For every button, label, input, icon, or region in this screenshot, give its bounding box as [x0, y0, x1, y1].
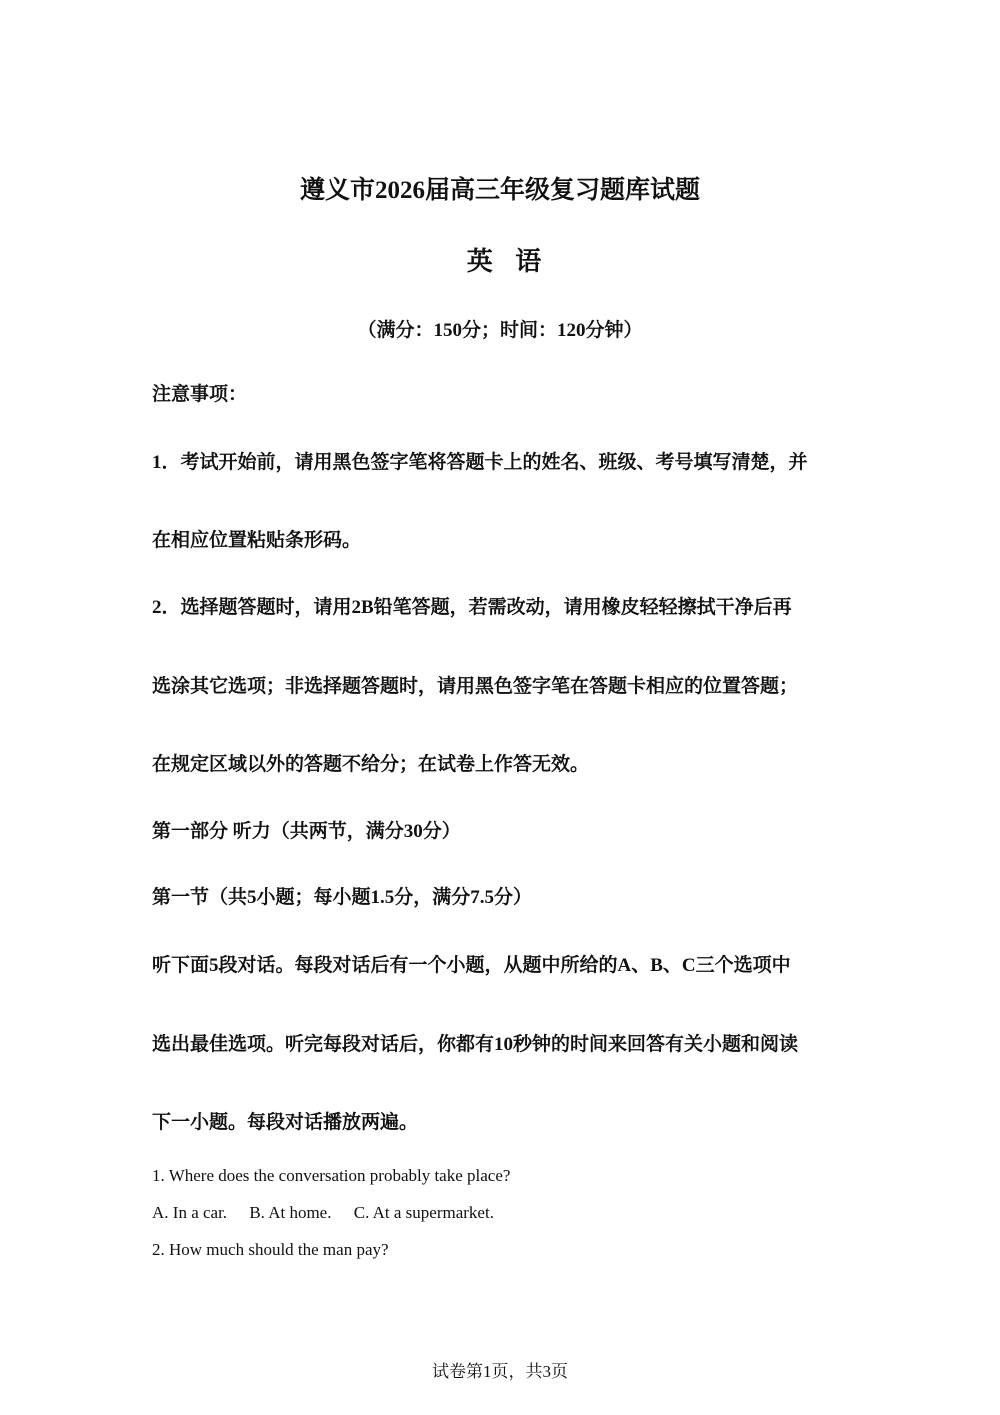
notice-line: 在规定区域以外的答题不给分；在试卷上作答无效。 — [152, 754, 590, 775]
notice-heading: 注意事项： — [152, 384, 248, 405]
part1-heading: 第一部分 听力（共两节，满分30分） — [152, 821, 461, 842]
question-options — [152, 1202, 512, 1224]
notice-line: 选涂其它选项；非选择题答题时，请用黑色签字笔在答题卡相应的位置答题； — [152, 676, 799, 697]
question-stem: 2. How much should the man pay? — [152, 1240, 389, 1259]
instruction-line: 下一小题。每段对话播放两遍。 — [152, 1112, 419, 1133]
notice-line: 1．考试开始前，请用黑色签字笔将答题卡上的姓名、班级、考号填写清楚，并 — [152, 452, 808, 473]
option-c: C. At a supermarket. — [353, 1203, 494, 1222]
page-footer: 试卷第1页，共3页 — [432, 1362, 568, 1381]
question-stem: 1. Where does the conversation probably take place? — [152, 1166, 511, 1185]
subject-title: 英 语 — [466, 247, 550, 276]
exam-title: 遵义市2026届高三年级复习题库试题 — [299, 177, 700, 204]
instruction-line: 听下面5段对话。每段对话后有一个小题，从题中所给的A、B、C三个选项中 — [152, 955, 791, 976]
exam-meta: （满分：150分；时间：120分钟） — [357, 320, 643, 341]
instruction-line: 选出最佳选项。听完每段对话后，你都有10秒钟的时间来回答有关小题和阅读 — [152, 1034, 799, 1055]
option-a: A. In a car. — [152, 1203, 228, 1222]
notice-line: 2．选择题答题时，请用2B铅笔答题，若需改动，请用橡皮轻轻擦拭干净后再 — [152, 597, 792, 618]
option-b: B. At home. — [249, 1203, 332, 1222]
notice-line: 在相应位置粘贴条形码。 — [152, 530, 362, 551]
section1-heading: 第一节（共5小题；每小题1.5分，满分7.5分） — [152, 887, 533, 908]
